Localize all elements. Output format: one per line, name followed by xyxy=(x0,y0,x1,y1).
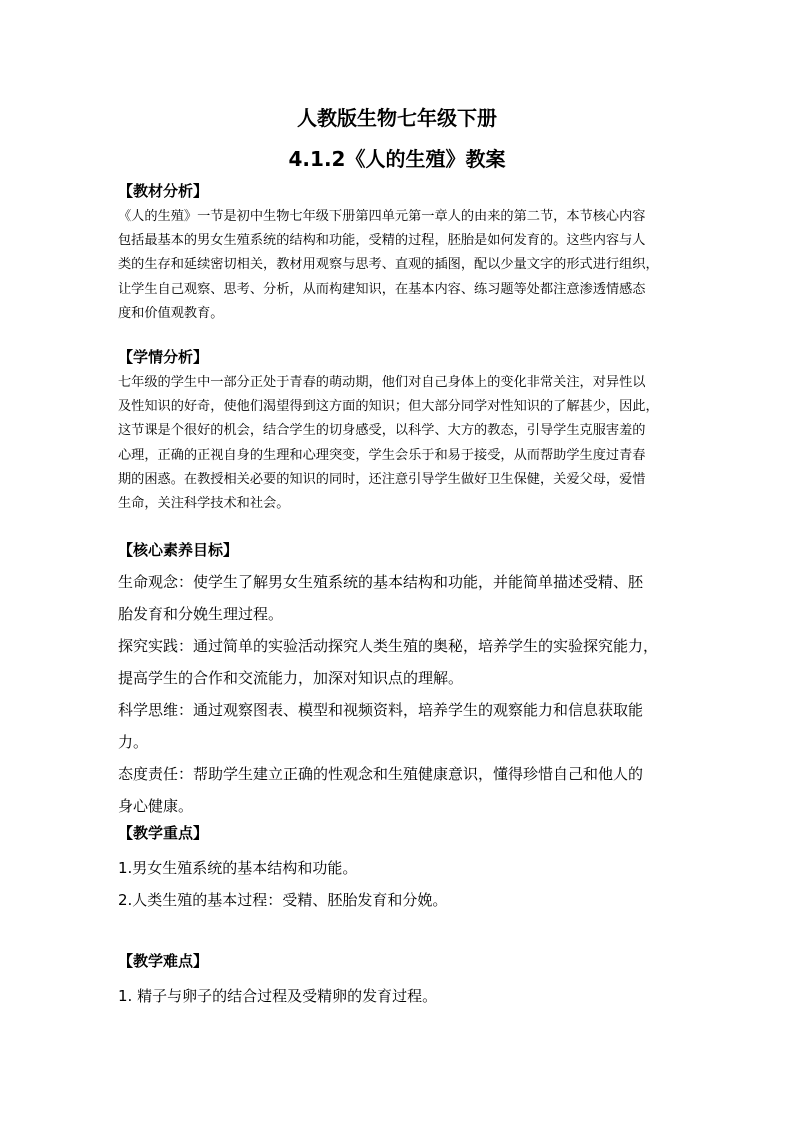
paragraph-line: 生命观念：使学生了解男女生殖系统的基本结构和功能，并能简单描述受精、胚 xyxy=(118,573,644,591)
list-item: 2.人类生殖的基本过程：受精、胚胎发育和分娩。 xyxy=(118,891,448,909)
paragraph-line: 包括最基本的男女生殖系统的结构和功能，受精的过程，胚胎是如何发育的。这些内容与人 xyxy=(118,233,646,249)
document-title: 人教版生物七年级下册 xyxy=(297,106,497,130)
document-subtitle: 4.1.2《人的生殖》教案 xyxy=(288,147,506,171)
section-body-students xyxy=(118,371,680,516)
paragraph-line: 态度责任：帮助学生建立正确的性观念和生殖健康意识，懂得珍惜自己和他人的 xyxy=(118,765,644,783)
section-body-material xyxy=(118,205,680,326)
section-heading-difficulties: 【教学难点】 xyxy=(118,952,209,970)
list-item: 1.男女生殖系统的基本结构和功能。 xyxy=(118,859,358,877)
section-heading-students: 【学情分析】 xyxy=(118,348,209,366)
paragraph-line: 七年级的学生中一部分正处于青春的萌动期，他们对自己身体上的变化非常关注，对异性以 xyxy=(118,375,646,390)
section-heading-key-points: 【教学重点】 xyxy=(118,824,209,842)
paragraph-line: 及性知识的好奇，使他们渴望得到这方面的知识；但大部分同学对性知识的了解甚少，因此， xyxy=(118,399,659,415)
paragraph-line: 让学生自己观察、思考、分析，从而构建知识，在基本内容、练习题等处都注意渗透情感态 xyxy=(118,281,646,297)
paragraph-line: 心理，正确的正视自身的生理和心理突变，学生会乐于和易于接受，从而帮助学生度过青春 xyxy=(118,447,646,463)
paragraph-line: 身心健康。 xyxy=(118,797,194,815)
section-body-goals xyxy=(118,566,680,822)
paragraph-line: 生命，关注科学技术和社会。 xyxy=(118,496,290,512)
paragraph-line: 期的困惑。在教授相关必要的知识的同时，还注意引导学生做好卫生保健，关爱父母，爱惜 xyxy=(118,471,646,487)
paragraph-line: 力。 xyxy=(118,733,149,751)
paragraph-line: 探究实践：通过简单的实验活动探究人类生殖的奥秘，培养学生的实验探究能力， xyxy=(118,637,659,655)
list-item: 1. 精子与卵子的结合过程及受精卵的发育过程。 xyxy=(118,987,438,1005)
paragraph-line: 科学思维：通过观察图表、模型和视频资料，培养学生的观察能力和信息获取能 xyxy=(118,701,644,719)
paragraph-line: 提高学生的合作和交流能力，加深对知识点的理解。 xyxy=(118,669,464,687)
paragraph-line: 《人的生殖》一节是初中生物七年级下册第四单元第一章人的由来的第二节，本节核心内容 xyxy=(118,209,646,224)
paragraph-line: 这节课是个很好的机会，结合学生的切身感受，以科学、大方的教态，引导学生克服害羞的 xyxy=(118,423,646,439)
section-heading-material: 【教材分析】 xyxy=(118,182,209,200)
paragraph-line: 胎发育和分娩生理过程。 xyxy=(118,605,284,623)
section-heading-goals: 【核心素养目标】 xyxy=(118,541,239,559)
paragraph-line: 度和价值观教育。 xyxy=(118,305,224,321)
paragraph-line: 类的生存和延续密切相关，教材用观察与思考、直观的插图，配以少量文字的形式进行组织， xyxy=(118,257,659,273)
